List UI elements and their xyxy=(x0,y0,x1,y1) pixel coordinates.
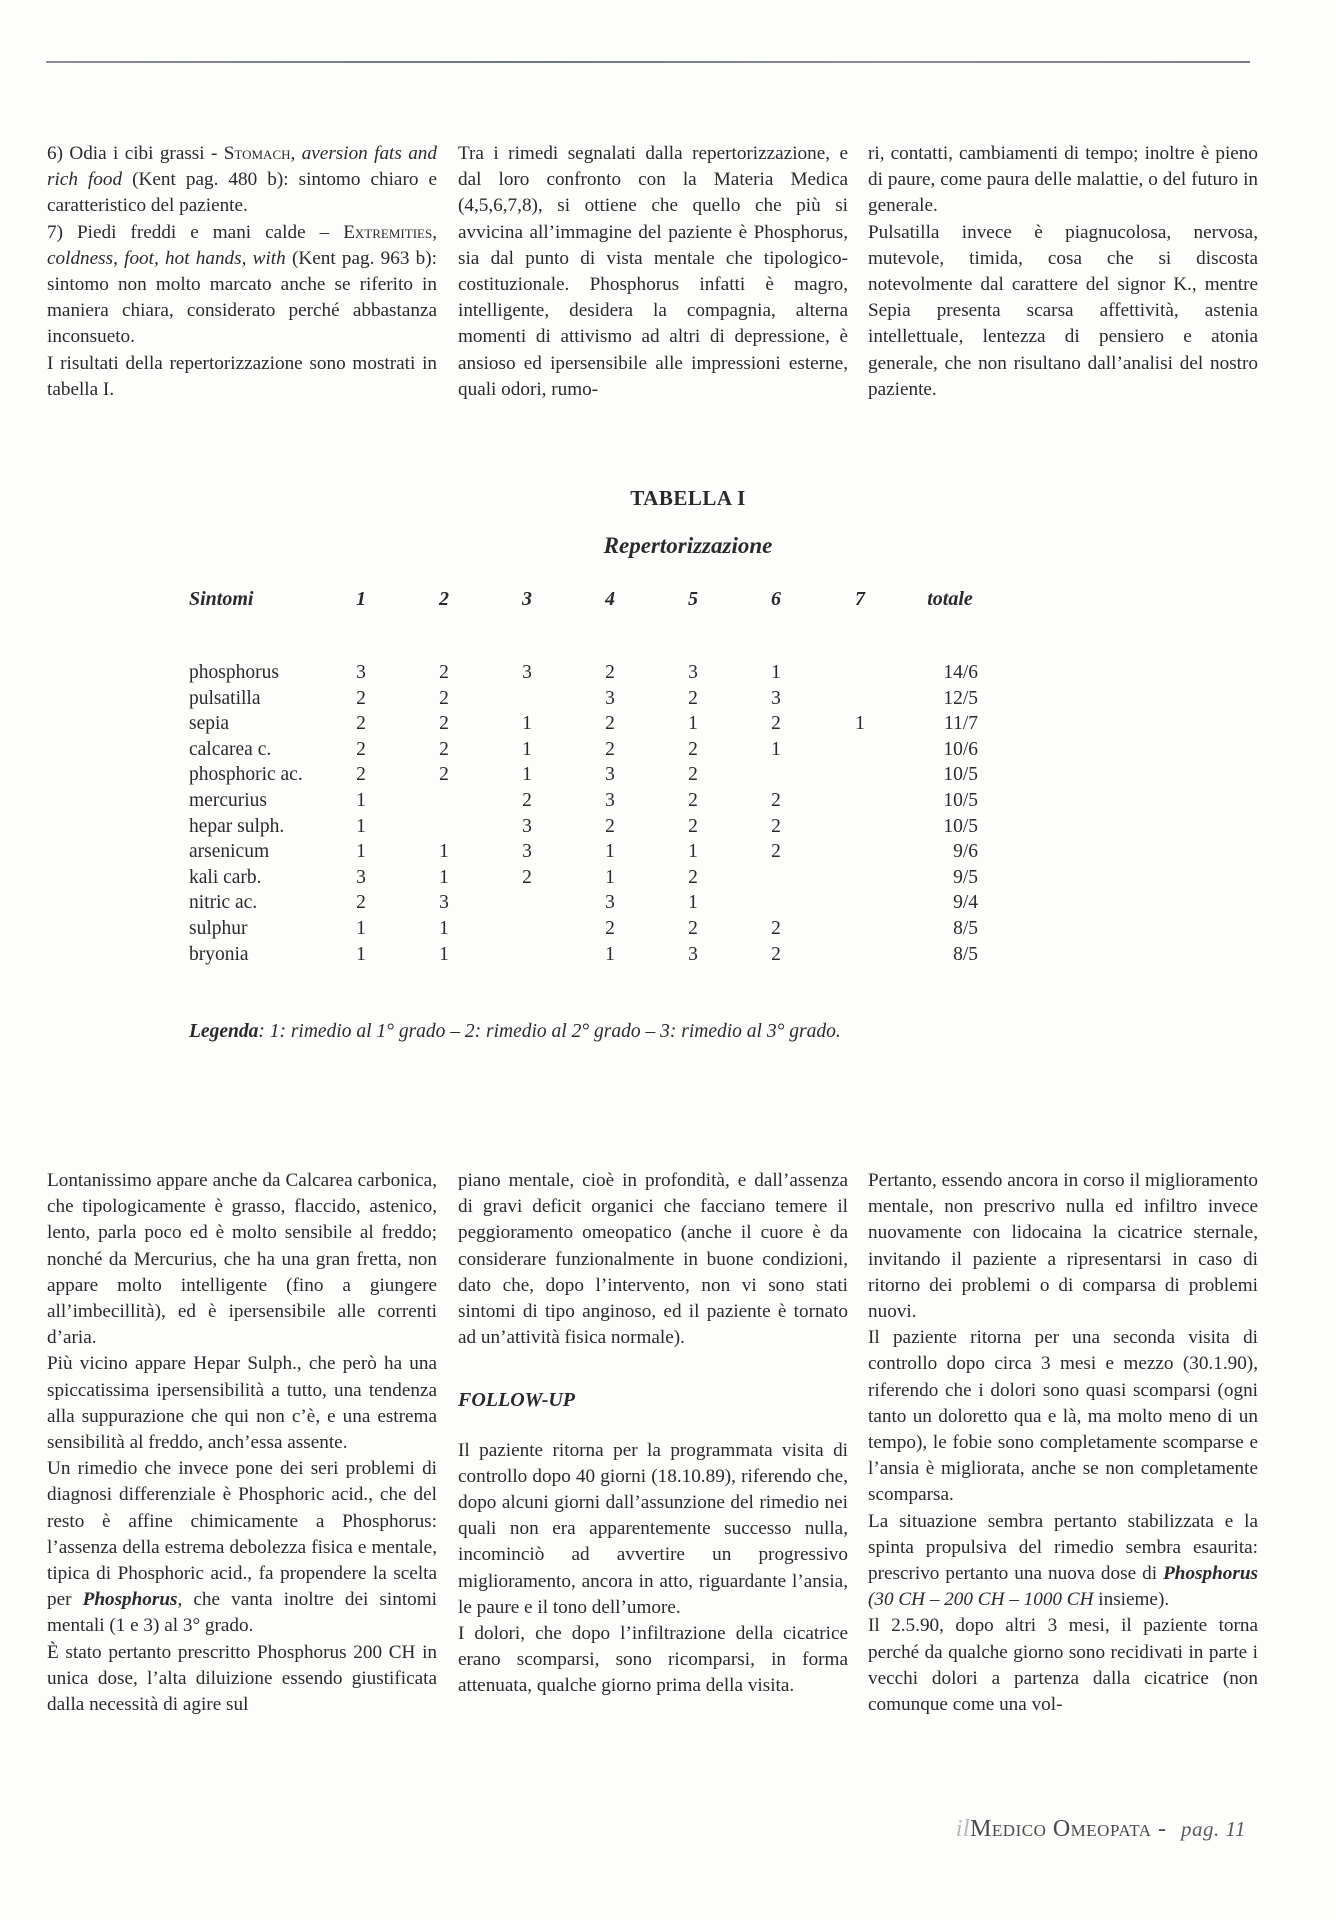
symptom-grade-5: 3 xyxy=(688,943,698,965)
table-row xyxy=(0,816,1336,841)
symptom-grade-3: 2 xyxy=(522,790,532,811)
symptom-grade-4: 2 xyxy=(605,713,615,735)
text-run: Lontanissimo appare anche da Calcarea carbonica, che tipologicamente è grasso, flaccido, astenico, lento, parla poco ed è molto sensibile al freddo; nonché da Mercurius, che ha una gran fretta, non appare molto intelligente (fino a giungere all’imbecillità), ed è ipersensibile alle correnti d’aria. xyxy=(47,1170,437,1349)
legend-text: : 1: rimedio al 1° grado – 2: rimedio al 2° grado – 3: rimedio al 3° grado. xyxy=(258,1021,841,1042)
text-run: 6) Odia i cibi grassi - xyxy=(47,143,224,164)
remedy-name: kali carb. xyxy=(189,866,262,888)
symptom-grade-3: 3 xyxy=(522,841,532,863)
page-footer xyxy=(956,1816,1246,1843)
table-row xyxy=(0,662,1336,687)
symptom-grade-4: 2 xyxy=(605,738,615,760)
symptom-grade-3: 1 xyxy=(522,764,532,786)
header-col-7: 7 xyxy=(855,588,865,610)
text-run: La situazione sembra pertanto stabilizzata e la spinta propulsiva del rimedio sembra esaurita: prescrivo pertanto una nuova dose di xyxy=(868,1510,1258,1585)
paragraph xyxy=(47,351,437,403)
table-row xyxy=(0,944,1336,969)
remedy-total: 8/5 xyxy=(953,918,978,939)
remedy-name: mercurius xyxy=(189,790,267,811)
remedy-total: 12/5 xyxy=(943,687,978,709)
styled-run: Extremities xyxy=(343,221,433,243)
symptom-grade-5: 2 xyxy=(688,764,698,786)
symptom-grade-5: 1 xyxy=(688,892,698,914)
symptom-grade-2: 2 xyxy=(439,687,449,709)
text-run: (Kent pag. 480 b): sintomo chiaro e caratteristico del paziente. xyxy=(47,169,437,217)
symptom-grade-4: 1 xyxy=(605,866,615,888)
table-row xyxy=(0,790,1336,815)
remedy-total: 14/6 xyxy=(943,662,978,683)
symptom-grade-2: 2 xyxy=(439,713,449,735)
text-run: , xyxy=(290,143,302,164)
remedy-name: phosphoric ac. xyxy=(189,764,303,786)
styled-run: Stomach xyxy=(223,143,291,164)
symptom-grade-4: 3 xyxy=(605,892,615,914)
paragraph xyxy=(47,1351,437,1456)
symptom-grade-1: 1 xyxy=(356,790,366,811)
section-heading-follow-up: FOLLOW-UP xyxy=(458,1389,576,1412)
symptom-grade-3: 3 xyxy=(522,662,532,683)
table-legend xyxy=(189,1021,841,1043)
paragraph xyxy=(458,1168,848,1351)
paragraph xyxy=(47,1640,437,1719)
table-row xyxy=(0,841,1336,866)
table-row xyxy=(0,867,1336,892)
text-run: insieme). xyxy=(1093,1589,1170,1611)
remedy-name: bryonia xyxy=(189,943,249,965)
symptom-grade-4: 2 xyxy=(605,918,615,939)
header-sintomi: Sintomi xyxy=(189,588,254,610)
symptom-grade-1: 1 xyxy=(356,815,366,837)
header-col-6: 6 xyxy=(771,588,781,610)
remedy-total: 11/7 xyxy=(944,713,978,735)
symptom-grade-2: 1 xyxy=(439,841,449,863)
table-row xyxy=(0,713,1336,738)
symptom-grade-4: 3 xyxy=(605,790,615,811)
paragraph xyxy=(47,220,437,351)
text-run: (Kent pag. 963 b): sintomo non molto marcato anche se riferito in maniera chiara, considerato perché abbastanza inconsueto. xyxy=(47,247,437,348)
symptom-grade-5: 2 xyxy=(688,687,698,709)
table-row xyxy=(0,764,1336,789)
remedy-total: 9/6 xyxy=(953,841,978,863)
symptom-grade-5: 1 xyxy=(688,713,698,735)
publication-name: Medico Omeopata xyxy=(970,1816,1152,1842)
article-column-4 xyxy=(47,1168,437,1718)
remedy-name: hepar sulph. xyxy=(189,815,285,837)
symptom-grade-5: 2 xyxy=(688,918,698,939)
symptom-grade-1: 3 xyxy=(356,662,366,683)
symptom-grade-4: 3 xyxy=(605,764,615,786)
text-run: Il 2.5.90, dopo altri 3 mesi, il paziente torna perché da qualche giorno sono recidivati in parte i vecchi dolori a partenza dalla cicatrice (non comunque come una vol- xyxy=(868,1615,1258,1716)
header-col-1: 1 xyxy=(356,588,366,610)
symptom-grade-4: 1 xyxy=(605,841,615,863)
publication-prefix: il xyxy=(955,1816,971,1842)
symptom-grade-6: 2 xyxy=(771,841,781,863)
article-column-5 xyxy=(458,1168,848,1700)
symptom-grade-6: 1 xyxy=(771,738,781,760)
symptom-grade-3: 1 xyxy=(522,738,532,760)
styled-run: (30 CH – 200 CH – 1000 CH xyxy=(868,1589,1094,1611)
column-5-intro xyxy=(458,1168,848,1351)
symptom-grade-6: 2 xyxy=(771,815,781,837)
symptom-grade-2: 2 xyxy=(439,738,449,760)
paragraph xyxy=(868,1325,1258,1508)
remedy-name: sulphur xyxy=(189,918,248,939)
remedy-name: arsenicum xyxy=(189,841,270,863)
symptom-grade-4: 2 xyxy=(605,662,615,683)
table-title-text: TABELLA I xyxy=(630,486,746,510)
table-row xyxy=(0,892,1336,917)
symptom-grade-3: 1 xyxy=(522,713,532,735)
table-row xyxy=(0,918,1336,943)
symptom-grade-1: 2 xyxy=(356,738,366,760)
symptom-grade-6: 2 xyxy=(771,943,781,965)
symptom-grade-6: 2 xyxy=(771,713,781,735)
symptom-grade-3: 3 xyxy=(522,815,532,837)
legend-label: Legenda xyxy=(189,1021,259,1042)
text-run: Pulsatilla invece è piagnucolosa, nervosa, mutevole, timida, cosa che si discosta notevolmente dal carattere del signor K., mentre Sepia presenta scarsa affettività, astenia intellettuale, lentezza di pensiero e atonia generale, che non risultano dall’analisi del nostro paziente. xyxy=(868,221,1258,400)
remedy-total: 9/5 xyxy=(953,866,978,888)
paragraph xyxy=(458,1621,848,1700)
text-run: Un rimedio che invece pone dei seri problemi di diagnosi differenziale è Phosphoric acid., che del resto è affine chimicamente a Phosphorus: l’assenza della estrema debolezza fisica e mentale, tipica di Phosphoric acid., fa propendere la scelta per xyxy=(47,1458,437,1611)
symptom-grade-5: 2 xyxy=(688,790,698,811)
table-row xyxy=(0,739,1336,764)
article-column-2 xyxy=(458,141,848,403)
remedy-total: 10/5 xyxy=(943,815,978,837)
remedy-total: 10/6 xyxy=(943,738,978,760)
text-run: ri, contatti, cambiamenti di tempo; inoltre è pieno di paure, come paura delle malattie, o del futuro in generale. xyxy=(868,143,1258,217)
article-column-1 xyxy=(47,141,437,403)
header-totale: totale xyxy=(927,588,973,610)
text-run: I dolori, che dopo l’infiltrazione della cicatrice erano scomparsi, sono ricomparsi, in forma attenuata, qualche giorno prima della visita. xyxy=(458,1623,848,1697)
text-run: 7) Piedi freddi e mani calde – xyxy=(47,221,344,243)
text-run: Il paziente ritorna per la programmata visita di controllo dopo 40 giorni (18.10.89), riferendo che, dopo alcuni giorni dall’assunzione del rimedio nei quali non era apparentemente successo nulla, incominciò ad avvertire un progressivo miglioramento, ancora in atto, riguardante l’ansia, le paure e il tono dell’umore. xyxy=(458,1439,848,1618)
symptom-grade-1: 1 xyxy=(356,841,366,863)
paragraph xyxy=(458,1438,848,1621)
symptom-grade-4: 3 xyxy=(605,687,615,709)
text-run: Più vicino appare Hepar Sulph., che però ha una spiccatissima ipersensibilità a tutto, una tendenza alla suppurazione che qui non c’è, e una estrema sensibilità al freddo, anch’essa assente. xyxy=(47,1353,437,1454)
paragraph xyxy=(868,1168,1258,1325)
text-run: piano mentale, cioè in profondità, e dall’assenza di gravi deficit organici che facciano temere il peggioramento omeopatico (anche il cuore è da considerare funzionalmente in buone condizioni, dato che, dopo l’intervento, non vi sono stati sintomi di tipo anginoso, ed il paziente è tornato ad un’attività fisica normale). xyxy=(458,1170,848,1349)
symptom-grade-4: 1 xyxy=(605,943,615,965)
remedy-total: 10/5 xyxy=(943,790,978,811)
symptom-grade-6: 3 xyxy=(771,687,781,709)
styled-run: coldness, foot, hot hands, with xyxy=(47,247,286,269)
symptom-grade-5: 2 xyxy=(688,738,698,760)
table-row xyxy=(0,688,1336,713)
paragraph xyxy=(47,1168,437,1351)
symptom-grade-7: 1 xyxy=(855,713,865,735)
remedy-name: sepia xyxy=(189,713,230,735)
symptom-grade-2: 2 xyxy=(439,764,449,786)
symptom-grade-5: 2 xyxy=(688,866,698,888)
symptom-grade-5: 1 xyxy=(688,841,698,863)
table-header-row xyxy=(0,588,1336,613)
page-number: pag. 11 xyxy=(1181,1817,1246,1841)
table-title xyxy=(0,486,1336,511)
paragraph xyxy=(868,1509,1258,1614)
symptom-grade-6: 1 xyxy=(771,662,781,683)
remedy-total: 10/5 xyxy=(943,764,978,786)
remedy-name: pulsatilla xyxy=(189,687,261,709)
text-run: Il paziente ritorna per una seconda visita di controllo dopo circa 3 mesi e mezzo (30.1.90), riferendo che i dolori sono quasi scomparsi (ogni tanto un doloretto qua e là, ma molto meno di un tempo), le fobie sono completamente scomparse e l’ansia è migliorata, anche se non completamente scomparsa. xyxy=(868,1327,1258,1506)
text-run: , xyxy=(432,221,437,243)
text-run: Pertanto, essendo ancora in corso il miglioramento mentale, non prescrivo nulla ed infiltro invece nuovamente con lidocaina la cicatrice sternale, invitando il paziente a ripresentarsi in caso di ritorno dei problemi o di comparsa di problemi nuovi. xyxy=(868,1170,1258,1323)
symptom-grade-2: 1 xyxy=(439,943,449,965)
text-run: Tra i rimedi segnalati dalla repertorizzazione, e dal loro confronto con la Materia Medica (4,5,6,7,8), si ottiene che quello che più si avvicina all’immagine del paziente è Phosphorus, sia dal punto di vista mentale che tipologico-costituzionale. Phosphorus infatti è magro, intelligente, desidera la compagnia, alterna momenti di attivismo ad altri di depressione, è ansioso ed ipersensibile alle impressioni esterne, quali odori, rumo- xyxy=(458,143,848,400)
remedy-total: 8/5 xyxy=(953,943,978,965)
symptom-grade-4: 2 xyxy=(605,815,615,837)
header-col-2: 2 xyxy=(439,588,449,610)
table-subtitle-text: Repertorizzazione xyxy=(603,533,773,558)
styled-run: aversion fats and rich food xyxy=(47,143,437,191)
paragraph xyxy=(868,141,1258,220)
symptom-grade-1: 2 xyxy=(356,764,366,786)
paragraph xyxy=(47,1456,437,1639)
header-col-4: 4 xyxy=(605,588,615,610)
paragraph xyxy=(47,141,437,220)
article-column-3 xyxy=(868,141,1258,403)
footer-separator: - xyxy=(1158,1816,1167,1842)
symptom-grade-2: 1 xyxy=(439,918,449,939)
symptom-grade-1: 2 xyxy=(356,687,366,709)
column-5-follow-up xyxy=(458,1438,848,1700)
remedy-total: 9/4 xyxy=(953,892,978,914)
header-col-5: 5 xyxy=(688,588,698,610)
paragraph xyxy=(868,1613,1258,1718)
symptom-grade-6: 2 xyxy=(771,918,781,939)
symptom-grade-5: 3 xyxy=(688,662,698,683)
symptom-grade-1: 2 xyxy=(356,892,366,914)
remedy-name: phosphorus xyxy=(189,662,279,683)
text-run: , che vanta inoltre dei sintomi mentali (1 e 3) al 3° grado. xyxy=(47,1589,438,1637)
paragraph xyxy=(458,141,848,403)
remedy-name: calcarea c. xyxy=(189,738,272,760)
styled-run: Phosphorus xyxy=(1163,1563,1258,1585)
symptom-grade-1: 1 xyxy=(356,943,366,965)
symptom-grade-2: 1 xyxy=(439,866,449,888)
symptom-grade-5: 2 xyxy=(688,815,698,837)
symptom-grade-1: 3 xyxy=(356,866,366,888)
paragraph xyxy=(868,220,1258,403)
symptom-grade-6: 2 xyxy=(771,790,781,811)
article-column-6 xyxy=(868,1168,1258,1718)
symptom-grade-2: 3 xyxy=(439,892,449,914)
table-subtitle xyxy=(0,533,1336,559)
styled-run: Phosphorus xyxy=(82,1589,178,1611)
symptom-grade-1: 2 xyxy=(356,713,366,735)
remedy-name: nitric ac. xyxy=(189,892,258,914)
symptom-grade-2: 2 xyxy=(439,662,449,683)
symptom-grade-3: 2 xyxy=(522,866,532,888)
text-run: I risultati della repertorizzazione sono mostrati in tabella I. xyxy=(47,352,437,400)
text-run: È stato pertanto prescritto Phosphorus 200 CH in unica dose, l’alta diluizione essendo giustificata dalla necessità di agire sul xyxy=(47,1641,437,1716)
header-col-3: 3 xyxy=(522,588,532,610)
header-rule xyxy=(46,61,1250,63)
symptom-grade-1: 1 xyxy=(356,918,366,939)
